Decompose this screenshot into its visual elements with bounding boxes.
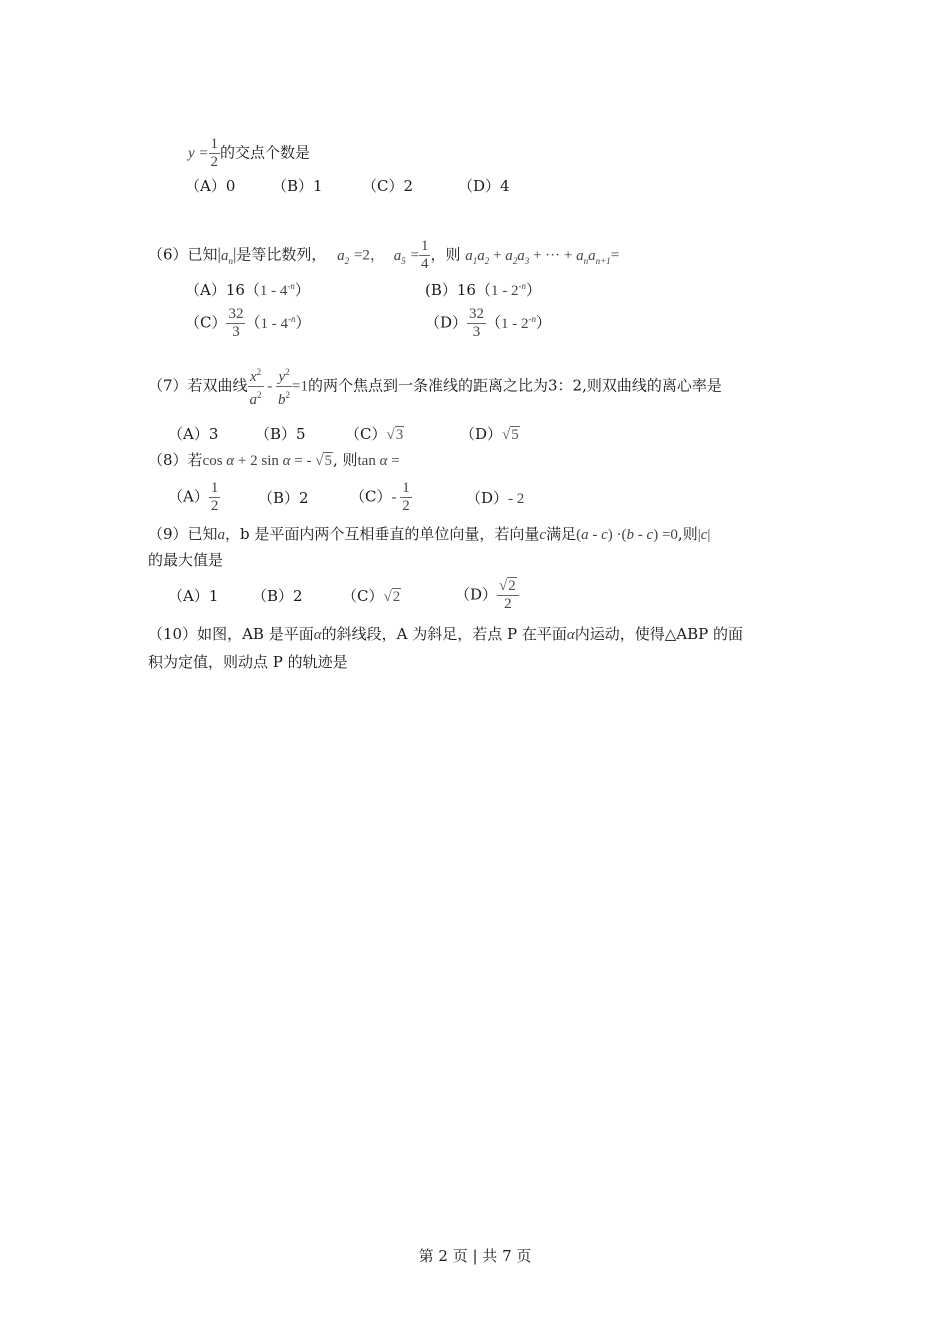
q6-option-c-label: （C） [185,313,227,332]
q9-option-b: （B）2 [252,587,303,605]
q8-number: （8）若 [148,451,203,469]
q6-option-a: $(A)16(1 - 4^{-n})$ [185,281,310,299]
q9-option-d: （D） $\frac{√2}{2}$ [455,578,519,613]
q9-option-d-label: （D） [455,585,498,604]
q7-option-b: （B）5 [255,425,306,443]
q10-text-a: （10）如图，AB 是平面 [148,625,314,643]
q6-option-d-label: （D） [425,313,468,332]
q6-number: （6）已知 [148,245,218,264]
fraction-y2-b2: $\frac{y^2}{b^2}$ [276,364,292,409]
q10-stem-line2: 积为定值，则动点 P 的轨迹是 [148,653,348,671]
q9-stem-line2: 的最大值是 [148,551,224,569]
q8-option-b: （B）2 [258,489,309,507]
q6-a5-eq: = [410,247,419,264]
q8-then: , 则 [332,451,358,469]
q6-option-b: $(B)16(1 - 2^{-n})$ [425,281,541,299]
q6-option-c: （C） $\frac{32}{3}$ $(1 - 4^{-n})$ [185,306,311,340]
q9-option-a: （A）1 [168,587,219,605]
q8-option-a: （A） $\frac{1}{2}$ [168,480,219,514]
q7-option-d-label: （D） [460,425,503,443]
q9-text2: 满足 [546,525,577,543]
q8-option-c-label: （C） [350,487,392,506]
q8-option-c: （C）- $\frac{1}{2}$ [350,480,410,514]
fraction-one-quarter: $\frac{1}{4}$ [420,238,429,272]
q8-option-d: （D）- 2 [466,489,525,507]
q8-option-a-label: （A） [168,487,209,506]
q7-option-d: （D）√5 [460,425,519,443]
q6-then: ，则 [430,245,461,264]
q10-stem-line1: （10）如图，AB 是平面α的斜线段，A 为斜足，若点 P 在平面α内运动，使得△ABP 的面 [148,625,743,643]
q7-number: （7）若双曲线 [148,376,248,395]
q5-continuation-line [188,136,310,171]
q9-option-c: （C）√2 [342,587,401,605]
q6-option-d: （D） $\frac{32}{3}$ $(1 - 2^{-n})$ [425,306,552,340]
fraction-one-half: $\frac{1}{2}$ [210,136,219,170]
q9-text3: ,则 [677,525,698,543]
q6-a2-eq: =2， [353,247,385,264]
q9-text1: ，b 是平面内两个互相垂直的单位向量，若向量 [225,525,540,543]
q7-option-a: （A）3 [168,425,219,443]
q5-option-c: （C）2 [362,177,414,195]
q9-number: （9）已知 [148,525,218,543]
q6-stem: （6）已知$|a_n|$是等比数列， $a_2 =2$， $a_5$ = $\frac{1}{4}$ ，则 $a_1a_2 + a_2a_3$ + ··· + $a_na_{n+1}=$ [148,238,620,272]
math-y-equals: y = [188,145,209,162]
q7-text: 的两个焦点到一条准线的距离之比为3：2,则双曲线的离心率是 [308,376,722,395]
page-footer: 第 2 页 | 共 7 页 [418,1247,532,1265]
q5-option-b: （B）1 [272,177,323,195]
q10-text-c: 内运动，使得△ABP 的面 [574,625,743,643]
q6-option-b-label: (B）16（ [425,281,491,299]
q5-option-a: （A）0 [185,177,236,195]
q8-option-d-label: （D） [466,489,509,507]
q8-stem: （8）若cos α + 2 sin α = - √5, 则tan α = [148,451,400,469]
q5-option-d: （D）4 [458,177,510,195]
q5-continuation-text: 的交点个数是 [220,143,311,162]
q7-option-c-label: （C） [345,425,387,443]
q10-text-b: 的斜线段，A 为斜足，若点 P 在平面 [321,625,567,643]
fraction-x2-a2: $\frac{x^2}{a^2}$ [248,364,264,409]
q7-stem: （7）若双曲线 $\frac{x^2}{a^2}$ - $\frac{y^2}{b^2}$ =1的两个焦点到一条准线的距离之比为3：2,则双曲线的离心率是 [148,364,722,409]
q6-text-mid: 是等比数列， [236,245,327,264]
q9-option-c-label: （C） [342,587,384,605]
q6-option-a-label: （A）16（ [185,281,260,299]
q9-stem-line1: （9）已知a，b 是平面内两个互相垂直的单位向量，若向量c满足(a - c) ·(b - c) =0,则|c| [148,525,711,543]
q7-option-c: （C）√3 [345,425,404,443]
